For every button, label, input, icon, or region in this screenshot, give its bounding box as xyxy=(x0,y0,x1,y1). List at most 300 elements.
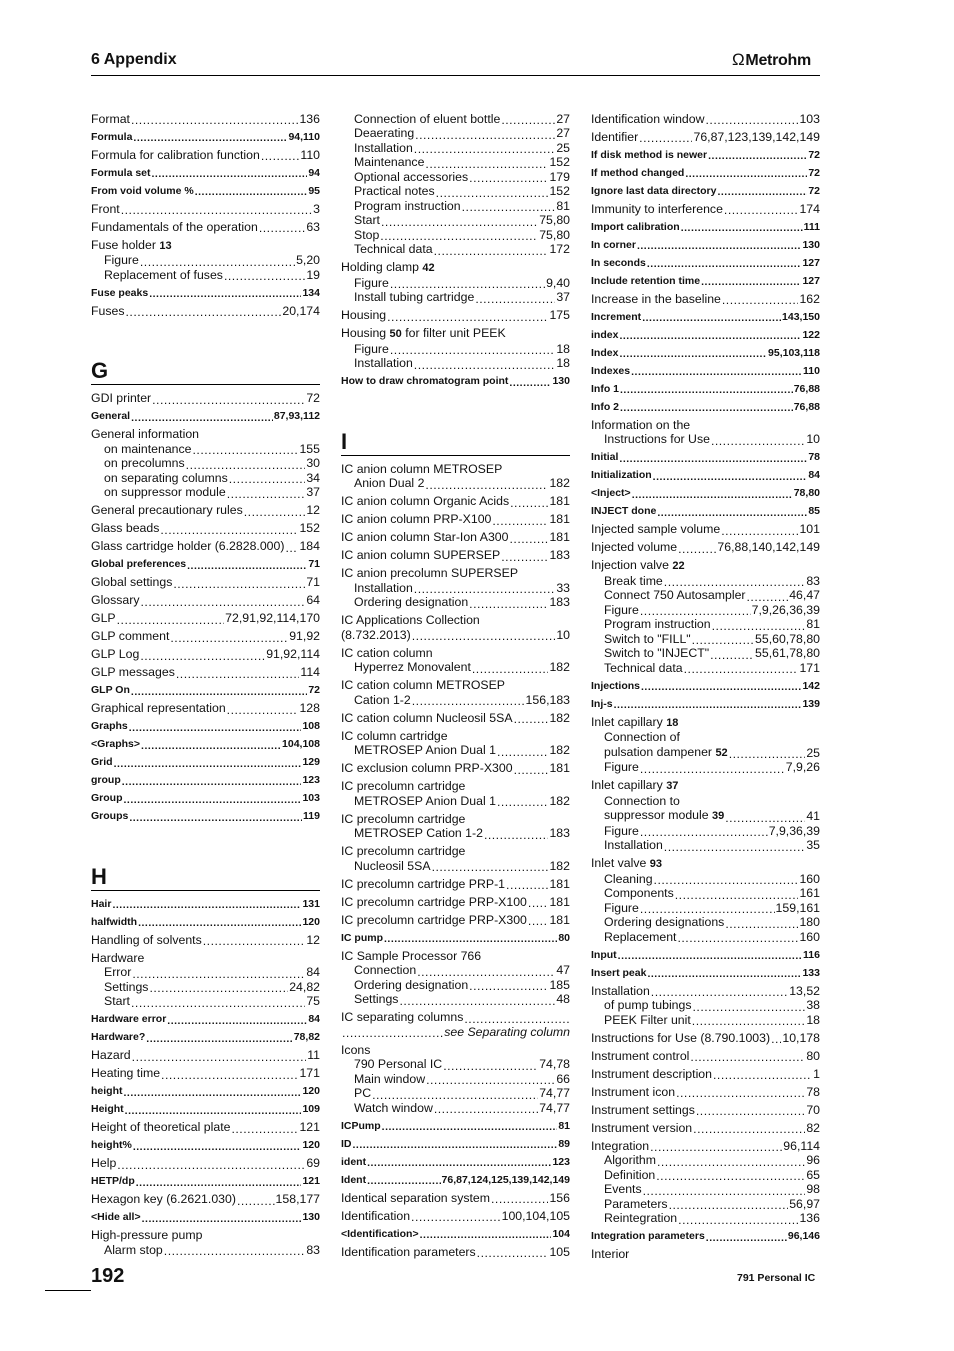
dot-leader xyxy=(614,699,802,711)
index-entry xyxy=(341,276,570,291)
index-entry xyxy=(341,895,570,910)
index-entry xyxy=(341,494,570,509)
page-ref: 127 xyxy=(802,256,820,269)
dot-leader xyxy=(657,507,807,519)
entry-term xyxy=(341,1191,490,1206)
page-ref: 121 xyxy=(299,1120,320,1134)
page-ref: 143,150 xyxy=(782,310,820,323)
entry-term-text: Installation xyxy=(591,983,650,998)
page-ref: 181 xyxy=(549,761,570,775)
page-ref: 72 xyxy=(308,684,320,696)
section-heading: H xyxy=(91,863,107,889)
index-entry xyxy=(91,809,320,824)
entry-term-text: From void volume % xyxy=(91,184,194,197)
dot-leader xyxy=(399,995,555,1007)
entry-term xyxy=(604,794,680,809)
page-ref: 175 xyxy=(549,308,570,322)
entry-term-text: Fuse peaks xyxy=(91,286,149,299)
entry-term-text: Identical separation system xyxy=(341,1190,491,1205)
entry-term xyxy=(591,1049,689,1064)
entry-term xyxy=(91,701,226,716)
page-ref: 133 xyxy=(802,966,820,979)
entry-term-text: IC anion column Organic Acids xyxy=(341,494,510,508)
figure-reference: 13 xyxy=(159,239,172,252)
dot-leader xyxy=(706,1232,787,1244)
page-ref: see Separating column xyxy=(444,1024,570,1039)
entry-term-text: Practical notes xyxy=(354,184,435,198)
page-ref: 5,20 xyxy=(296,253,320,267)
page-ref: 91,92,114 xyxy=(266,647,320,661)
page-ref: 3 xyxy=(313,201,320,216)
index-entry xyxy=(341,260,570,276)
entry-term-text: Watch window xyxy=(354,1100,433,1115)
dot-leader xyxy=(124,794,302,806)
entry-term-text: Connect 750 Autosampler xyxy=(604,588,746,602)
index-entry xyxy=(341,859,570,874)
dot-leader xyxy=(173,578,305,590)
index-entry xyxy=(341,581,570,596)
page-ref: 160 xyxy=(799,871,820,886)
entry-term xyxy=(591,540,677,555)
page-ref: 80 xyxy=(806,1048,820,1063)
page-ref: 181 xyxy=(549,894,570,909)
dot-leader xyxy=(367,1157,551,1169)
dot-leader xyxy=(506,879,548,891)
entry-term xyxy=(341,512,491,527)
entry-term-text: Indexes xyxy=(591,364,631,377)
page-ref: 78 xyxy=(808,451,820,463)
index-entry xyxy=(341,963,570,978)
entry-term xyxy=(591,966,646,981)
entry-term xyxy=(341,812,465,827)
entry-term-text: Switch to "INJECT" xyxy=(604,646,710,660)
entry-term-text: Installation xyxy=(354,356,413,370)
dot-leader xyxy=(713,1069,812,1081)
entry-term-text: Icons xyxy=(341,1042,371,1057)
index-entry xyxy=(591,328,820,343)
index-entry xyxy=(341,1191,570,1206)
index-entry xyxy=(91,1174,320,1189)
entry-term-text: Fuses xyxy=(91,303,125,318)
dot-leader xyxy=(696,1105,805,1117)
dot-leader xyxy=(618,950,802,962)
dot-leader xyxy=(131,114,299,126)
page-ref: 155 xyxy=(299,441,320,456)
entry-term xyxy=(354,660,471,675)
dot-leader xyxy=(141,596,306,608)
index-entry xyxy=(591,617,820,632)
index-entry xyxy=(91,647,320,662)
index-entry xyxy=(591,1182,820,1197)
index-entry xyxy=(91,1048,320,1063)
index-entry xyxy=(91,166,320,181)
index-entry xyxy=(591,468,820,483)
dot-leader xyxy=(641,681,801,693)
dot-leader xyxy=(664,576,806,588)
dot-leader xyxy=(149,982,288,994)
page-ref: 72 xyxy=(306,391,320,405)
entry-term-text: Instrument settings xyxy=(591,1102,695,1117)
index-entry xyxy=(591,1031,820,1046)
entry-term-text: Integration xyxy=(591,1138,650,1153)
entry-term xyxy=(104,965,131,980)
entry-term xyxy=(341,761,513,776)
entry-term-text: IC precolumn cartridge xyxy=(341,844,466,858)
page-ref: 94 xyxy=(308,166,320,179)
entry-term xyxy=(341,566,518,581)
entry-term xyxy=(91,503,243,518)
index-entry xyxy=(341,978,570,993)
index-entry xyxy=(91,737,320,752)
page-ref: 48 xyxy=(556,992,570,1006)
page-ref: 37 xyxy=(306,485,320,499)
figure-reference: 52 xyxy=(715,746,728,759)
index-entry xyxy=(91,1210,320,1225)
dot-leader xyxy=(492,515,548,527)
index-entry xyxy=(341,660,570,675)
page-ref: 83 xyxy=(306,1242,320,1257)
dot-leader xyxy=(167,1015,307,1027)
entry-term xyxy=(604,1013,691,1028)
index-entry xyxy=(341,844,570,859)
entry-term-text: pulsation dampener xyxy=(604,744,713,759)
entry-term xyxy=(354,228,379,243)
page-ref: 139 xyxy=(802,697,820,710)
entry-term-text: Fuse holder xyxy=(91,237,156,252)
index-entry xyxy=(341,184,570,199)
entry-term xyxy=(91,148,260,163)
entry-term-text: Deaerating xyxy=(354,126,415,140)
dot-leader xyxy=(149,288,301,300)
page-ref: 27 xyxy=(556,126,570,140)
entry-term xyxy=(341,779,465,794)
page-ref: 180 xyxy=(799,915,820,929)
page-ref: 38 xyxy=(806,998,820,1012)
entry-term xyxy=(91,951,144,966)
index-entry xyxy=(591,274,820,289)
page-ref: 130 xyxy=(552,375,570,387)
page-ref: 159,161 xyxy=(775,900,820,915)
entry-term-text: GLP xyxy=(91,611,116,625)
entry-term xyxy=(354,1057,442,1072)
index-entry xyxy=(591,808,820,824)
index-entry xyxy=(91,980,320,995)
page-ref: 24,82 xyxy=(289,979,320,994)
dot-leader xyxy=(231,1123,298,1135)
entry-term xyxy=(354,213,380,228)
product-name: 791 Personal IC xyxy=(737,1272,816,1284)
entry-term-text: Figure xyxy=(604,760,639,774)
index-entry xyxy=(591,346,820,361)
index-entry xyxy=(591,382,820,397)
page-ref: 182 xyxy=(549,660,570,674)
page-ref: 184 xyxy=(299,539,320,553)
entry-term-text: IC precolumn cartridge PRP-1 xyxy=(341,876,506,891)
entry-term xyxy=(591,346,618,361)
index-entry xyxy=(591,256,820,271)
entry-term xyxy=(604,1197,668,1212)
page-ref: 19 xyxy=(306,267,320,282)
index-entry xyxy=(591,856,820,872)
dot-leader xyxy=(701,276,801,288)
dot-leader xyxy=(675,889,799,901)
page-ref: 181 xyxy=(549,530,570,544)
omega-icon: Ω xyxy=(732,50,745,69)
index-entry xyxy=(591,148,820,163)
page-ref: 96,114 xyxy=(783,1138,820,1153)
dot-leader xyxy=(632,489,793,501)
dot-leader xyxy=(285,542,298,554)
dot-leader xyxy=(133,132,287,144)
index-entry xyxy=(91,933,320,948)
entry-term xyxy=(104,456,185,471)
entry-term xyxy=(591,112,704,127)
entry-term xyxy=(604,632,691,647)
entry-term-text: IC pump xyxy=(341,931,383,944)
page-ref: 94,110 xyxy=(288,130,320,143)
entry-term-text: METROSEP Anion Dual 1 xyxy=(354,793,496,808)
index-entry xyxy=(591,1049,820,1064)
entry-term-text: Height of theoretical plate xyxy=(91,1120,231,1134)
index-entry xyxy=(91,755,320,770)
index-entry xyxy=(341,1173,570,1188)
index-entry xyxy=(341,1245,570,1260)
entry-term-text: 790 Personal IC xyxy=(354,1057,443,1071)
entry-term-text: IC cation column METROSEP xyxy=(341,678,506,692)
entry-term-text: Injected sample volume xyxy=(591,522,721,536)
dot-leader xyxy=(224,270,305,282)
entry-term xyxy=(91,629,169,644)
index-entry xyxy=(341,628,570,643)
dot-leader xyxy=(711,435,805,447)
section-rule xyxy=(341,455,570,456)
dot-leader xyxy=(152,168,308,180)
dot-leader xyxy=(140,650,265,662)
page-ref: 171 xyxy=(799,660,820,675)
dot-leader xyxy=(132,968,305,980)
dot-leader xyxy=(685,168,807,180)
index-entry xyxy=(91,1228,320,1243)
dot-leader xyxy=(677,932,798,944)
page-ref: 123 xyxy=(302,774,320,786)
dot-leader xyxy=(664,841,806,853)
entry-term xyxy=(604,915,724,930)
entry-term-text: IC exclusion column PRP-X300 xyxy=(341,761,513,775)
dot-leader xyxy=(121,204,312,216)
dot-leader xyxy=(382,1121,558,1133)
entry-term xyxy=(341,711,513,726)
entry-term xyxy=(604,1153,656,1168)
entry-term xyxy=(91,719,128,734)
entry-term-text: Hazard xyxy=(91,1048,131,1062)
dot-leader xyxy=(514,713,549,725)
entry-term-text: Anion Dual 2 xyxy=(354,476,425,490)
dot-leader xyxy=(676,1087,805,1099)
dot-leader xyxy=(387,311,548,323)
page-ref: 7,9,36,39 xyxy=(768,823,820,838)
entry-term xyxy=(341,260,435,276)
index-entry xyxy=(591,730,820,745)
page-ref: 130 xyxy=(302,1211,320,1223)
entry-term xyxy=(591,1085,675,1100)
page-ref: 75,80 xyxy=(539,227,570,242)
entry-term xyxy=(591,1229,705,1244)
entry-term-text: Figure xyxy=(104,253,139,267)
page-ref: 76,87,123,139,142,149 xyxy=(693,129,820,144)
dot-leader xyxy=(509,533,548,545)
entry-term xyxy=(604,824,639,839)
index-entry xyxy=(591,1013,820,1028)
entry-term-text: Ident xyxy=(341,1173,367,1186)
index-column-3 xyxy=(591,108,820,1262)
entry-term-text: Connection xyxy=(354,963,417,977)
entry-term-text: Grid xyxy=(91,756,113,768)
entry-term xyxy=(341,678,505,693)
index-entry xyxy=(341,548,570,563)
index-entry xyxy=(91,268,320,283)
dot-leader xyxy=(193,444,299,456)
entry-term xyxy=(341,1155,366,1170)
entry-term xyxy=(354,1101,433,1116)
entry-term xyxy=(354,693,411,708)
entry-term xyxy=(591,1103,695,1118)
entry-term xyxy=(591,418,690,433)
entry-term xyxy=(354,170,468,185)
index-entry xyxy=(341,794,570,809)
entry-term xyxy=(354,141,413,156)
dot-leader xyxy=(132,1051,307,1063)
index-entry xyxy=(91,391,320,406)
page-ref: 182 xyxy=(549,858,570,873)
entry-term xyxy=(91,184,194,199)
entry-term-text: Hardware? xyxy=(91,1031,146,1043)
page-ref: 95 xyxy=(308,184,320,197)
dot-leader xyxy=(725,812,805,824)
entry-term-text: Group xyxy=(91,792,123,804)
entry-term-text: Interior xyxy=(591,1247,630,1261)
dot-leader xyxy=(425,479,548,491)
index-entry xyxy=(341,1137,570,1152)
entry-term xyxy=(354,342,389,357)
dot-leader xyxy=(129,812,302,824)
entry-term-text: Start xyxy=(104,994,130,1008)
index-entry xyxy=(91,611,320,626)
entry-term xyxy=(354,978,468,993)
entry-term-text: Reintegration xyxy=(604,1211,678,1225)
dot-leader xyxy=(131,412,273,424)
page-ref: 10,178 xyxy=(782,1030,820,1045)
entry-term xyxy=(91,1120,230,1135)
entry-term-text: Instrument version xyxy=(591,1120,693,1135)
dot-leader xyxy=(681,222,803,234)
page-ref: 181 xyxy=(549,912,570,927)
page-ref: 74,77 xyxy=(539,1100,570,1115)
index-entry xyxy=(341,931,570,946)
page-ref: 27 xyxy=(556,111,570,126)
entry-term-text: Ordering designation xyxy=(354,977,469,992)
entry-term-text: Hyperrez Monovalent xyxy=(354,660,471,674)
page-ref: 74,77 xyxy=(539,1086,570,1100)
entry-term xyxy=(354,992,398,1007)
entry-term xyxy=(91,286,148,301)
page-ref: 35 xyxy=(806,838,820,852)
figure-reference: 22 xyxy=(672,560,685,572)
page-number-rule xyxy=(45,1290,91,1291)
entry-term xyxy=(591,238,636,253)
entry-term-text: Installation xyxy=(354,140,413,155)
index-entry xyxy=(591,901,820,916)
dot-leader xyxy=(131,686,307,698)
page-ref: 65 xyxy=(806,1167,820,1182)
dot-leader xyxy=(367,1175,440,1187)
dot-leader xyxy=(237,1195,275,1207)
section-rule xyxy=(91,890,320,891)
dot-leader xyxy=(412,630,556,642)
entry-term-text: Figure xyxy=(604,900,639,915)
page-ref: 37 xyxy=(556,290,570,304)
entry-term xyxy=(91,611,116,626)
page-ref: 18 xyxy=(556,341,570,356)
page-ref: 136 xyxy=(799,1211,820,1225)
page-ref: 114 xyxy=(300,665,320,679)
dot-leader xyxy=(491,1193,548,1205)
index-entry xyxy=(591,1121,820,1136)
dot-leader xyxy=(464,1013,569,1025)
index-entry xyxy=(341,1155,570,1170)
entry-term-text: Switch to "FILL" xyxy=(604,631,691,646)
entry-term xyxy=(341,646,433,661)
entry-term-text: If disk method is newer xyxy=(591,148,708,161)
entry-term-text: Info 1 xyxy=(591,382,619,395)
index-entry xyxy=(341,992,570,1007)
figure-reference: 18 xyxy=(666,716,679,729)
entry-term-text: Integration parameters xyxy=(591,1230,705,1242)
index-entry xyxy=(591,930,820,945)
dot-leader xyxy=(647,258,802,270)
index-entry xyxy=(341,356,570,371)
entry-term-text: GLP On xyxy=(91,684,130,696)
entry-term-text: IC column cartridge xyxy=(341,728,448,743)
dot-leader xyxy=(705,114,798,126)
entry-term-text: Stop xyxy=(354,227,380,242)
page-ref: 72 xyxy=(808,184,820,197)
index-entry xyxy=(91,575,320,590)
dot-leader xyxy=(640,763,785,775)
dot-leader xyxy=(432,861,549,873)
entry-term-text: Ordering designations xyxy=(604,915,725,929)
entry-term xyxy=(354,242,433,257)
entry-term-text: group xyxy=(91,774,121,786)
index-entry xyxy=(591,220,820,235)
entry-term-text: Handling of solvents xyxy=(91,932,202,947)
dot-leader xyxy=(656,1170,805,1182)
entry-term xyxy=(91,202,120,217)
page-ref: 64 xyxy=(306,593,320,607)
index-entry xyxy=(91,238,320,254)
index-entry xyxy=(591,1139,820,1154)
entry-term-text: suppressor module xyxy=(604,808,709,822)
page-ref: 87,93,112 xyxy=(273,410,320,422)
dot-leader xyxy=(342,1027,443,1039)
dot-leader xyxy=(261,150,300,162)
index-entry xyxy=(591,872,820,887)
entry-term xyxy=(91,238,172,254)
index-entry xyxy=(591,745,820,761)
entry-term-text: Formula xyxy=(91,130,133,143)
entry-term xyxy=(341,308,386,323)
page-ref: 152 xyxy=(549,184,570,198)
dot-leader xyxy=(390,344,555,356)
